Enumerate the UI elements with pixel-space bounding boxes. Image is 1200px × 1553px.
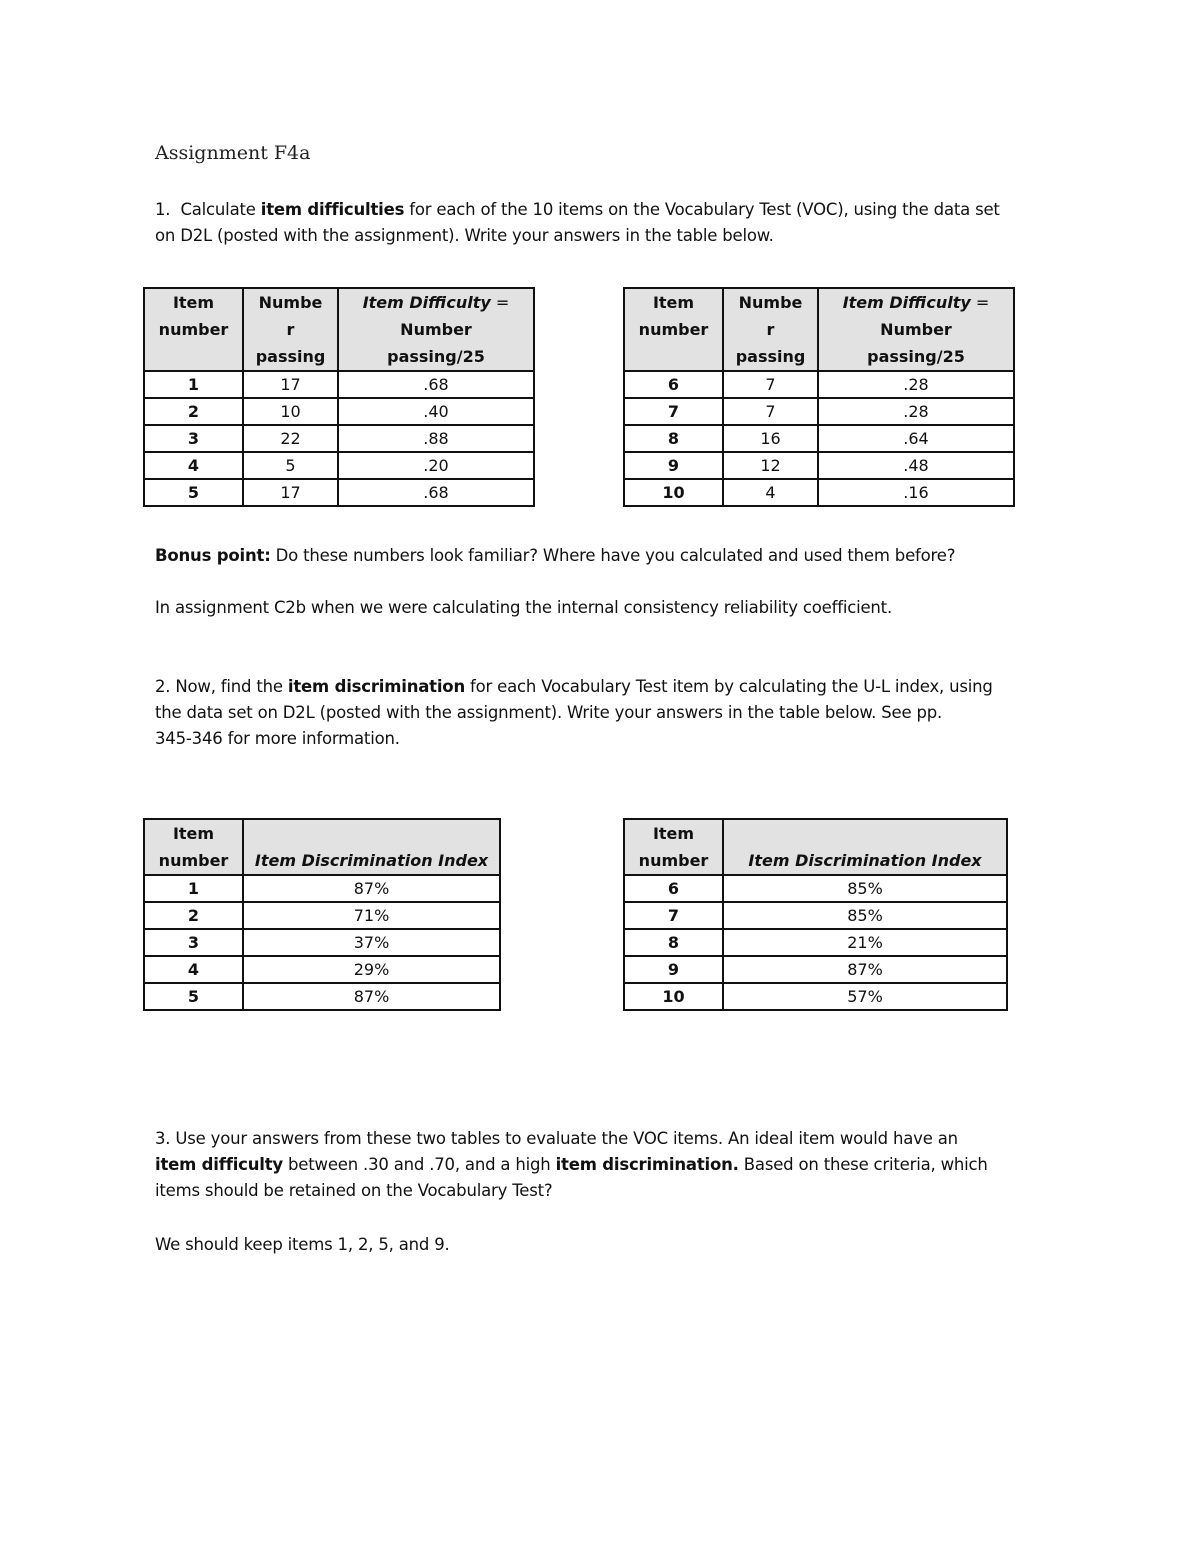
table-header-row <box>144 288 534 371</box>
table-row <box>144 956 500 983</box>
discrimination-index: 57% <box>723 983 1007 1010</box>
discrimination-index: 85% <box>723 902 1007 929</box>
table-row <box>624 371 1014 398</box>
number-passing: 10 <box>243 398 338 425</box>
page-title: Assignment F4a <box>155 142 311 164</box>
question-1 <box>155 197 1055 249</box>
item-number: 6 <box>624 875 723 902</box>
bonus-answer: In assignment C2b when we were calculating the internal consistency reliability coefficient. <box>155 598 892 617</box>
item-number: 3 <box>144 929 243 956</box>
question-2-line1: for each Vocabulary Test item by calculating the U-L index, using <box>465 677 993 696</box>
header-discrimination-index: Item Discrimination Index <box>243 819 500 875</box>
number-passing: 12 <box>723 452 818 479</box>
item-difficulty: .68 <box>338 479 534 506</box>
question-1-bold: item difficulties <box>260 200 405 219</box>
question-2 <box>155 674 1055 752</box>
item-number: 6 <box>624 371 723 398</box>
table-header-row <box>624 288 1014 371</box>
table-row <box>624 875 1007 902</box>
question-1-line2: on D2L (posted with the assignment). Write your answers in the table below. <box>155 226 774 245</box>
table-row <box>624 929 1007 956</box>
item-number: 9 <box>624 956 723 983</box>
item-difficulty: .28 <box>818 398 1014 425</box>
discrimination-index: 87% <box>723 956 1007 983</box>
item-number: 5 <box>144 479 243 506</box>
item-difficulty: .68 <box>338 371 534 398</box>
question-2-bold: item discrimination <box>287 677 465 696</box>
header-number-passing: Numbe r passing <box>243 288 338 371</box>
item-number: 7 <box>624 902 723 929</box>
item-number: 8 <box>624 929 723 956</box>
header-discrimination-index: Item Discrimination Index <box>723 819 1007 875</box>
header-item-number: Item number <box>624 819 723 875</box>
discrimination-index: 71% <box>243 902 500 929</box>
table-row <box>144 929 500 956</box>
number-passing: 4 <box>723 479 818 506</box>
question-1-line1: for each of the 10 items on the Vocabulary Test (VOC), using the data set <box>404 200 1000 219</box>
question-3-answer: We should keep items 1, 2, 5, and 9. <box>155 1235 450 1254</box>
discrimination-index: 85% <box>723 875 1007 902</box>
table-row <box>144 371 534 398</box>
table-row <box>624 983 1007 1010</box>
table-row <box>624 398 1014 425</box>
table-row <box>144 425 534 452</box>
question-1-number: 1. <box>155 200 171 219</box>
bonus-label: Bonus point: <box>155 546 271 565</box>
question-3-bold1: item difficulty <box>155 1155 283 1174</box>
item-difficulty: .64 <box>818 425 1014 452</box>
table-header-row <box>144 819 500 875</box>
question-3-number: 3. <box>155 1129 171 1148</box>
item-difficulty: .88 <box>338 425 534 452</box>
item-difficulty: .28 <box>818 371 1014 398</box>
table-row <box>624 956 1007 983</box>
item-number: 10 <box>624 479 723 506</box>
item-number: 3 <box>144 425 243 452</box>
item-difficulty: .20 <box>338 452 534 479</box>
discrimination-index: 21% <box>723 929 1007 956</box>
item-number: 8 <box>624 425 723 452</box>
question-2-number: 2. <box>155 677 171 696</box>
question-2-line3: 345-346 for more information. <box>155 729 400 748</box>
discrimination-index: 29% <box>243 956 500 983</box>
bonus-question <box>155 543 1055 569</box>
discrimination-table-right <box>623 818 1008 1011</box>
table-row <box>624 902 1007 929</box>
table-row <box>144 983 500 1010</box>
item-number: 2 <box>144 398 243 425</box>
item-number: 2 <box>144 902 243 929</box>
discrimination-table-left <box>143 818 501 1011</box>
item-number: 1 <box>144 875 243 902</box>
header-item-number: Item number <box>624 288 723 371</box>
discrimination-index: 37% <box>243 929 500 956</box>
number-passing: 7 <box>723 371 818 398</box>
table-header-row <box>624 819 1007 875</box>
table-row <box>144 398 534 425</box>
difficulty-table-right <box>623 287 1015 507</box>
item-number: 1 <box>144 371 243 398</box>
table-row <box>624 452 1014 479</box>
header-item-number: Item number <box>144 288 243 371</box>
header-item-number: Item number <box>144 819 243 875</box>
number-passing: 16 <box>723 425 818 452</box>
item-number: 4 <box>144 956 243 983</box>
header-number-passing: Numbe r passing <box>723 288 818 371</box>
question-2-pre: Now, find the <box>170 677 288 696</box>
bonus-question-text: Do these numbers look familiar? Where have you calculated and used them before? <box>270 546 956 565</box>
question-3-bold2: item discrimination. <box>555 1155 739 1174</box>
table-row <box>144 479 534 506</box>
item-difficulty: .16 <box>818 479 1014 506</box>
item-difficulty: .40 <box>338 398 534 425</box>
item-number: 7 <box>624 398 723 425</box>
item-number: 10 <box>624 983 723 1010</box>
question-3 <box>155 1126 1055 1204</box>
table-row <box>144 902 500 929</box>
question-3-line3: items should be retained on the Vocabulary Test? <box>155 1181 553 1200</box>
header-item-difficulty: Item Difficulty = Number passing/25 <box>338 288 534 371</box>
number-passing: 17 <box>243 371 338 398</box>
table-row <box>624 479 1014 506</box>
item-number: 5 <box>144 983 243 1010</box>
table-row <box>624 425 1014 452</box>
discrimination-index: 87% <box>243 875 500 902</box>
header-item-difficulty: Item Difficulty = Number passing/25 <box>818 288 1014 371</box>
item-number: 4 <box>144 452 243 479</box>
item-difficulty: .48 <box>818 452 1014 479</box>
number-passing: 7 <box>723 398 818 425</box>
table-row <box>144 875 500 902</box>
question-3-mid: between .30 and .70, and a high <box>282 1155 556 1174</box>
item-number: 9 <box>624 452 723 479</box>
question-3-line1: Use your answers from these two tables to evaluate the VOC items. An ideal item would have an <box>170 1129 958 1148</box>
number-passing: 22 <box>243 425 338 452</box>
question-2-line2: the data set on D2L (posted with the assignment). Write your answers in the table below. See pp. <box>155 703 943 722</box>
number-passing: 5 <box>243 452 338 479</box>
question-3-post: Based on these criteria, which <box>738 1155 988 1174</box>
table-row <box>144 452 534 479</box>
difficulty-table-left <box>143 287 535 507</box>
discrimination-index: 87% <box>243 983 500 1010</box>
question-1-pre: Calculate <box>180 200 261 219</box>
number-passing: 17 <box>243 479 338 506</box>
